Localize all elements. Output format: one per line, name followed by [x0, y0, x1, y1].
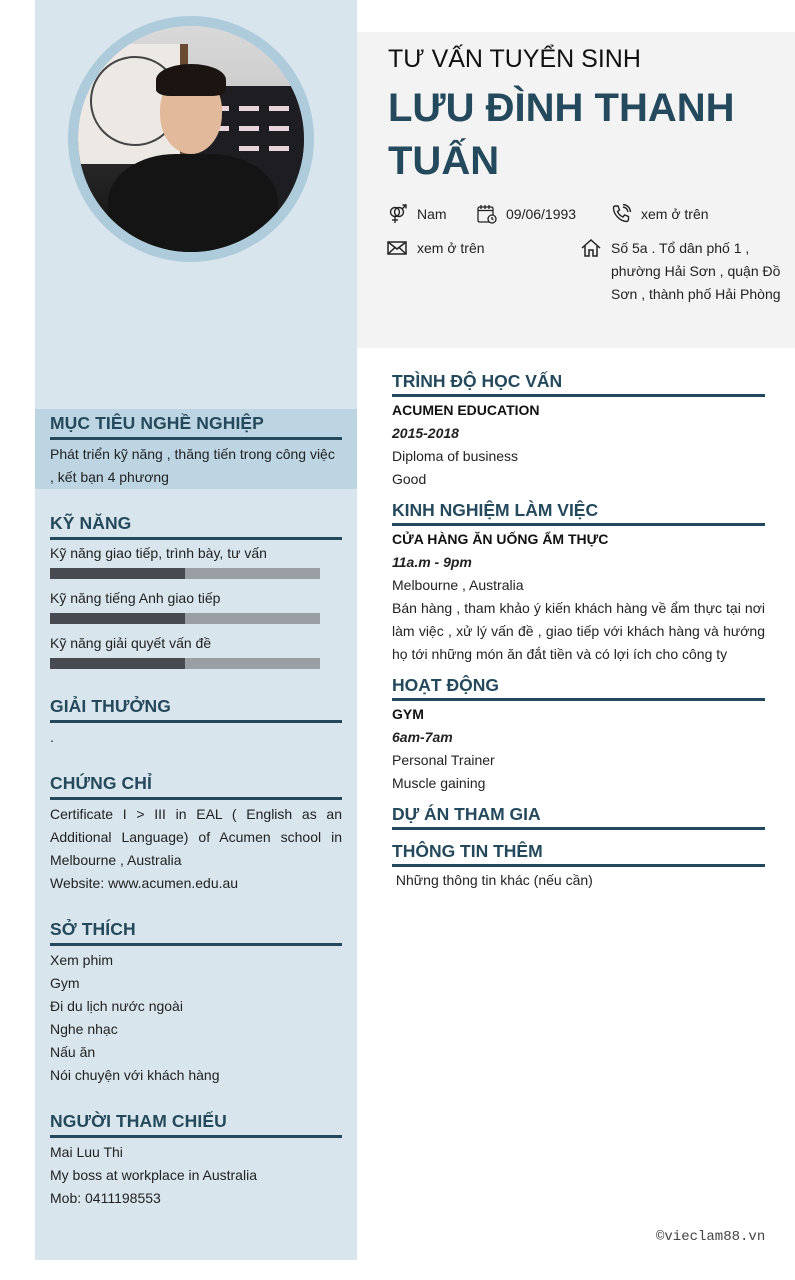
gender-value: Nam: [417, 206, 447, 222]
objective-section: [35, 409, 357, 489]
calendar-icon: [476, 204, 498, 224]
education-title: TRÌNH ĐỘ HỌC VẤN: [392, 371, 765, 397]
references-section: [35, 1111, 357, 1210]
birthday-value: 09/06/1993: [506, 206, 577, 222]
certificates-text: Certificate I > III in EAL ( English as an Additional Language) of Acumen school in Melbourne , Australia: [50, 806, 342, 868]
candidate-name: LƯU ĐÌNH THANH TUẤN: [388, 86, 735, 183]
education-line: Diploma of business: [392, 448, 519, 464]
experience-section: [392, 500, 765, 666]
mail-icon: [387, 238, 409, 258]
reference-item: Mai Luu Thi: [50, 1144, 123, 1160]
sidebar: [35, 0, 357, 1260]
more-info-title: THÔNG TIN THÊM: [392, 841, 765, 867]
activities-org: GYM: [392, 706, 424, 722]
experience-location: Melbourne , Australia: [392, 577, 524, 593]
objective-text: Phát triển kỹ năng , thăng tiến trong công việc , kết bạn 4 phương: [50, 446, 335, 485]
hobby-item: Nói chuyện với khách hàng: [50, 1067, 220, 1083]
hobby-item: Đi du lịch nước ngoài: [50, 998, 183, 1014]
activities-line: Muscle gaining: [392, 775, 486, 791]
skills-section: [35, 513, 357, 677]
phone-value: xem ở trên: [641, 206, 709, 222]
hobbies-title: SỞ THÍCH: [50, 919, 342, 946]
hobby-item: Nấu ăn: [50, 1044, 96, 1060]
education-section: [392, 371, 765, 491]
skill-label: Kỹ năng tiếng Anh giao tiếp: [50, 590, 221, 606]
email-value: xem ở trên: [417, 240, 485, 256]
home-icon: [581, 238, 603, 258]
projects-title: DỰ ÁN THAM GIA: [392, 804, 765, 830]
certificates-website: Website: www.acumen.edu.au: [50, 875, 239, 891]
more-info-text: Những thông tin khác (nếu cần): [392, 872, 593, 888]
hobbies-section: [35, 919, 357, 1087]
skill-bar: [50, 613, 320, 624]
activities-title: HOẠT ĐỘNG: [392, 675, 765, 701]
hobby-item: Nghe nhạc: [50, 1021, 118, 1037]
awards-title: GIẢI THƯỞNG: [50, 696, 342, 723]
watermark: ©vieclam88.vn: [656, 1229, 766, 1245]
reference-item: My boss at workplace in Australia: [50, 1167, 257, 1183]
experience-title: KINH NGHIỆM LÀM VIỆC: [392, 500, 765, 526]
reference-item: Mob: 0411198553: [50, 1190, 161, 1206]
education-period: 2015-2018: [392, 425, 459, 441]
address-value: Số 5a . Tổ dân phố 1 , phường Hải Sơn , quận Đồ Sơn , thành phố Hải Phòng: [611, 240, 781, 302]
hobby-item: Xem phim: [50, 952, 114, 968]
education-org: ACUMEN EDUCATION: [392, 402, 540, 418]
skill-bar: [50, 658, 320, 669]
awards-section: [35, 696, 357, 749]
experience-period: 11a.m - 9pm: [392, 554, 472, 570]
more-info-section: [392, 841, 765, 892]
job-title: TƯ VẤN TUYỂN SINH: [388, 45, 641, 73]
awards-text: .: [50, 729, 54, 745]
experience-org: CỬA HÀNG ĂN UỐNG ẨM THỰC: [392, 531, 609, 547]
skill-label: Kỹ năng giải quyết vấn đề: [50, 635, 212, 651]
avatar-ring: [68, 16, 314, 262]
profile-header: [357, 32, 795, 348]
phone-info: [611, 203, 709, 226]
education-line: Good: [392, 471, 427, 487]
birthday-info: [476, 203, 576, 226]
hobby-item: Gym: [50, 975, 80, 991]
references-title: NGƯỜI THAM CHIẾU: [50, 1111, 342, 1138]
activities-section: [392, 675, 765, 795]
skills-title: KỸ NĂNG: [50, 513, 342, 540]
email-info: [387, 237, 485, 260]
skill-label: Kỹ năng giao tiếp, trình bày, tư vấn: [50, 545, 267, 561]
gender-icon: [387, 204, 409, 224]
phone-icon: [611, 204, 633, 224]
avatar: [78, 26, 304, 252]
certificates-title: CHỨNG CHỈ: [50, 773, 342, 800]
activities-line: Personal Trainer: [392, 752, 495, 768]
address-info: [581, 237, 781, 306]
projects-section: [392, 804, 765, 830]
activities-period: 6am-7am: [392, 729, 453, 745]
certificates-section: [35, 773, 357, 895]
skill-bar: [50, 568, 320, 579]
experience-description: Bán hàng , tham khảo ý kiến khách hàng về ẩm thực tại nơi làm việc , xử lý vấn đề , giao tiếp với khách hàng và hướng họ tới những món ăn đắt tiền và có lợi ích cho công ty: [392, 600, 765, 662]
gender-info: [387, 203, 447, 226]
objective-title: MỤC TIÊU NGHỀ NGHIỆP: [50, 413, 342, 440]
